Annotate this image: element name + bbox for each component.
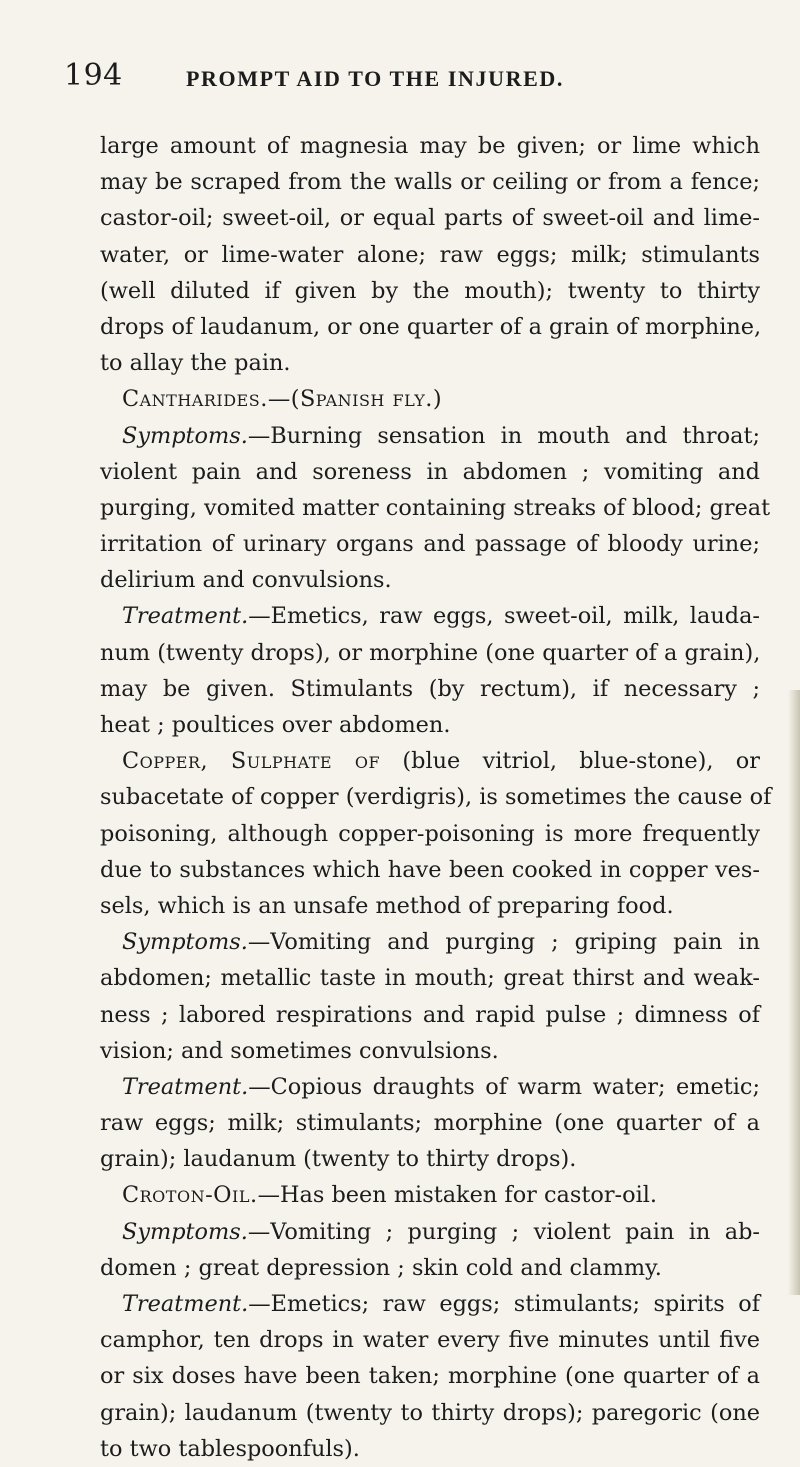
text-line: castor-oil; sweet-oil, or equal parts of sweet-oil and lime- — [100, 205, 760, 232]
text-line: to two tablespoonfuls). — [100, 1435, 360, 1462]
text-line: purging, vomited matter containing streaks of blood; great — [100, 494, 771, 521]
running-head: PROMPT AID TO THE INJURED. — [186, 66, 564, 91]
text-line: Symptoms.—Vomiting and purging ; griping pain in — [122, 929, 760, 956]
text-line: raw eggs; milk; stimulants; morphine (one quarter of a — [100, 1110, 760, 1137]
text-line: grain); laudanum (twenty to thirty drops). — [100, 1146, 577, 1173]
text-line: heat ; poultices over abdomen. — [100, 712, 451, 738]
text-line: sels, which is an unsafe method of preparing food. — [100, 892, 674, 919]
text-line: (well diluted if given by the mouth); twenty to thirty — [100, 277, 760, 304]
text-line: Treatment.—Emetics, raw eggs, sweet-oil, milk, lauda- — [122, 603, 760, 630]
section-heading-croton-oil: Croton-Oil.—Has been mistaken for castor-oil. — [122, 1182, 658, 1209]
text-line: large amount of magnesia may be given; or lime which — [100, 133, 760, 159]
lead-term: Treatment. — [122, 1073, 249, 1100]
text-line: irritation of urinary organs and passage of bloody urine; — [100, 531, 760, 558]
text-line: grain); laudanum (twenty to thirty drops); paregoric (one — [100, 1399, 760, 1426]
page-edge-shadow — [788, 690, 800, 1295]
text-line: poisoning, although copper-poisoning is more frequently — [100, 820, 760, 847]
lead-term: Copper, Sulphate of — [122, 748, 381, 775]
text-line: water, or lime-water alone; raw eggs; milk; stimulants — [100, 241, 760, 268]
text-line: Symptoms.—Burning sensation in mouth and throat; — [122, 422, 760, 449]
text-line: vision; and sometimes convulsions. — [100, 1037, 499, 1064]
lead-term: Symptoms. — [122, 422, 248, 449]
page-header — [64, 58, 744, 98]
text-line: subacetate of copper (verdigris), is sometimes the cause of — [100, 784, 772, 811]
text-line: Treatment.—Emetics; raw eggs; stimulants; spirits of — [122, 1291, 760, 1317]
body-text — [100, 128, 772, 1467]
text-line: to allay the pain. — [100, 350, 291, 377]
text-line: num (twenty drops), or morphine (one quarter of a grain), — [100, 639, 761, 666]
text-line: violent pain and soreness in abdomen ; vomiting and — [100, 458, 760, 485]
text-line: delirium and convulsions. — [100, 567, 392, 594]
lead-term: Treatment. — [122, 603, 249, 630]
lead-term: Treatment. — [122, 1291, 249, 1317]
section-heading-cantharides: Cantharides.—(Spanish fly.) — [122, 386, 443, 413]
text-line: abdomen; metallic taste in mouth; great thirst and weak- — [100, 965, 760, 992]
page-number: 194 — [64, 58, 123, 93]
text-line: ness ; labored respirations and rapid pulse ; dimness of — [100, 1001, 760, 1028]
lead-term: Croton-Oil. — [122, 1182, 258, 1209]
text-line: due to substances which have been cooked in copper ves- — [100, 856, 760, 883]
section-heading-copper: Copper, Sulphate of (blue vitriol, blue-stone), or — [122, 748, 760, 775]
text-line: Treatment.—Copious draughts of warm water; emetic; — [122, 1073, 760, 1100]
text-line: domen ; great depression ; skin cold and clammy. — [100, 1254, 662, 1281]
lead-term: Symptoms. — [122, 1218, 248, 1245]
text-line: drops of laudanum, or one quarter of a grain of morphine, — [100, 313, 762, 340]
text-line: or six doses have been taken; morphine (one quarter of a — [100, 1363, 760, 1390]
text-line: may be scraped from the walls or ceiling or from a fence; — [100, 169, 760, 196]
text-line: Symptoms.—Vomiting ; purging ; violent pain in ab- — [122, 1218, 760, 1245]
text-line: may be given. Stimulants (by rectum), if necessary ; — [100, 675, 760, 702]
text-line: camphor, ten drops in water every five minutes until five — [100, 1327, 760, 1354]
lead-term: Symptoms. — [122, 929, 248, 956]
